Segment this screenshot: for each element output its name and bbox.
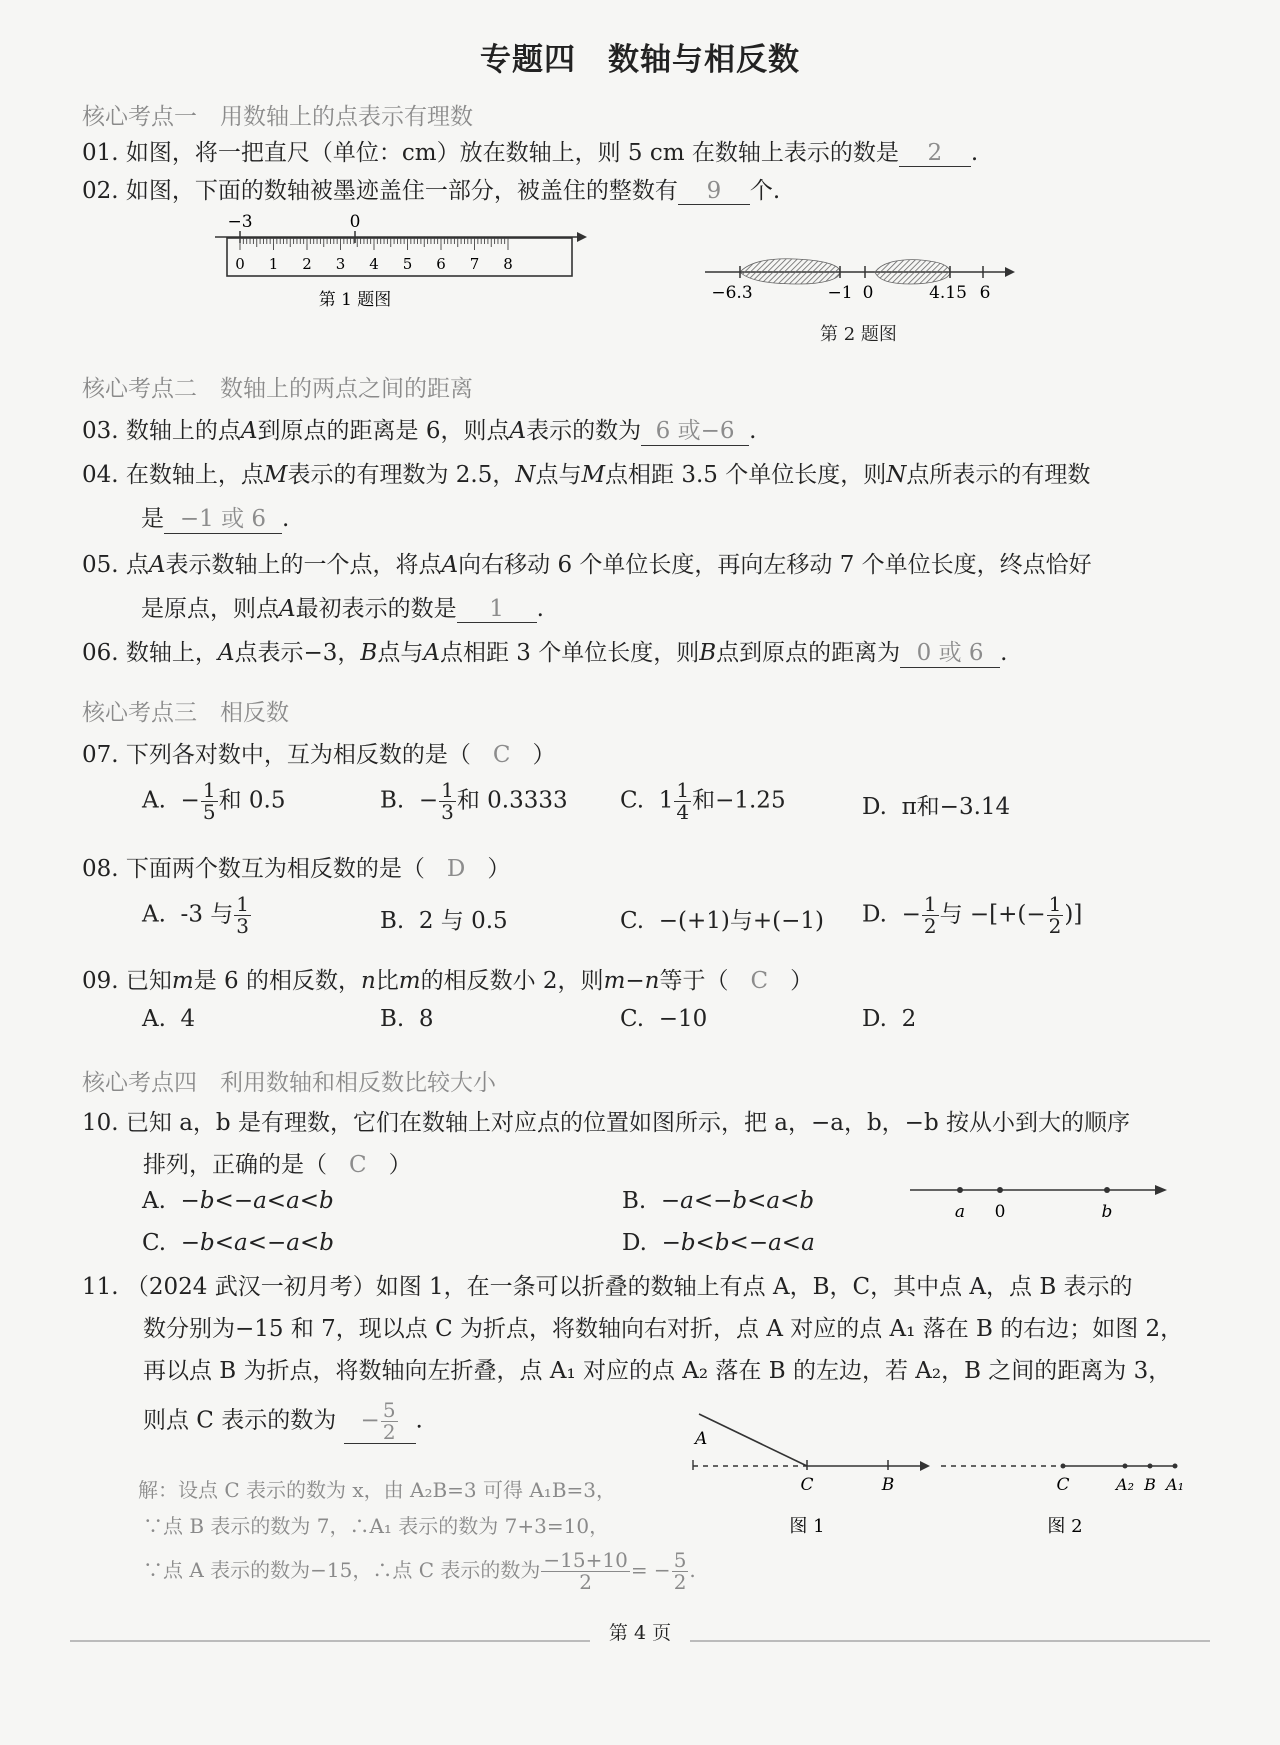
denominator: 3 [236,914,249,938]
question-text: 点 [125,552,149,578]
question-text: 点与 [377,640,424,666]
denominator: 4 [676,800,690,824]
option-text: −b<b<−a<a [661,1230,815,1256]
question-number: 03. [82,418,119,444]
numerator: 1 [202,778,216,802]
question-03 [82,412,756,446]
question-09 [82,962,813,995]
question-04-line2 [141,500,289,534]
question-08 [82,850,510,883]
option-a [142,894,252,937]
question-text: 排列，正确的是（ [143,1152,327,1178]
figure-caption: 图 1 [789,1516,825,1537]
option-c [620,1006,707,1032]
option-label: C. [620,908,645,934]
axis-label: 6 [979,283,991,303]
question-text: 比 [375,968,399,994]
option-label: A. [142,1188,166,1214]
question-number: 07. [82,742,119,768]
option-text: −(+1)与+(−1) [658,908,824,934]
figure-caption: 图 2 [1047,1516,1083,1537]
variable: A [148,552,166,578]
arrow-icon [920,1461,930,1471]
solution-line-2: ∵点 B 表示的数为 7，∴A₁ 表示的数为 7+3=10， [143,1514,610,1538]
question-04 [82,456,1090,489]
question-text: 点与 [535,462,582,488]
numerator: 1 [1048,892,1062,916]
answer-choice: C [349,1152,367,1178]
question-number: 01. [82,140,119,166]
question-text: （2024 武汉一初月考）如图 1，在一条可以折叠的数轴上有点 A，B，C，其中点 A，点 B 表示的 [125,1274,1133,1300]
variable: M [581,462,606,488]
axis-label: −6.3 [711,283,753,303]
question-text: 已知 [125,968,172,994]
folded-segment [699,1414,807,1466]
fraction [674,780,691,823]
option-text: 2 与 0.5 [418,908,508,934]
question-11-line2: 数分别为−15 和 7，现以点 C 为折点，将数轴向右对折，点 A 对应的点 A₁ 落在 B 的右边；如图 2， [143,1316,1184,1342]
denominator: 5 [202,800,216,824]
question-text: 下列各对数中，互为相反数的是（ [125,742,471,768]
option-text: 和 0.3333 [456,787,568,814]
punct: . [282,506,290,532]
option-text: )] [1064,901,1083,928]
question-05 [82,546,1092,579]
variable: N [886,462,907,488]
answer-choice: D [446,856,466,882]
answer-blank: −1 或 6 [164,500,282,534]
numerator: 5 [673,1548,687,1572]
fraction [439,780,456,823]
question-text: 表示数轴上的一个点，将点 [165,552,442,578]
arrow-icon [1155,1185,1167,1195]
numerator: 1 [676,778,690,802]
variable: m−n [603,968,660,994]
arrow-icon [577,232,587,242]
question-text: 点所表示的有理数 [906,462,1091,488]
answer-fraction [381,1400,398,1443]
question-text: 下面两个数互为相反数的是（ [125,856,425,882]
option-b [622,1188,814,1214]
option-label: D. [862,794,887,820]
label-a: a [954,1202,966,1222]
option-d [862,1006,916,1032]
question-text: 数轴上， [125,640,218,666]
denominator: 2 [382,1420,396,1444]
label-b: b [1101,1202,1113,1222]
question-02 [82,172,780,205]
punct: . [970,140,979,166]
figure-fold-2 [935,1408,1185,1538]
axis-label: 4.15 [929,283,967,303]
numerator: 5 [382,1398,396,1422]
question-11-line3: 再以点 B 为折点，将数轴向左折叠，点 A₁ 对应的点 A₂ 落在 B 的左边，若 A₂，B 之间的距离为 3， [143,1358,1172,1384]
punct: ） [388,1152,412,1178]
ruler-ticks [240,238,508,250]
arrow-icon [1005,267,1015,277]
question-text: 是 [141,506,164,532]
question-06 [82,634,1007,668]
question-11 [82,1268,1133,1301]
section-heading-4: 核心考点四 利用数轴和相反数比较大小 [82,1070,496,1096]
question-text: 数轴上的点 [125,418,241,444]
option-text: − [180,787,200,814]
question-text: 如图，下面的数轴被墨迹盖住一部分，被盖住的整数有 [125,178,678,204]
axis-label-0: 0 [349,212,361,232]
answer-sign: − [360,1407,380,1434]
section-heading-1: 核心考点一 用数轴上的点表示有理数 [82,104,473,130]
question-text: 表示的数为 [526,418,642,444]
option-a [142,780,285,823]
option-text: − [418,787,439,814]
question-text: 是原点，则点 [141,596,279,622]
variable: A [217,640,235,666]
option-text: 8 [418,1006,434,1032]
fraction [922,894,939,937]
question-number: 04. [82,462,119,488]
option-label: A. [142,787,166,814]
label-A1: A₁ [1166,1475,1184,1494]
option-c [620,780,786,823]
label-B: B [881,1475,895,1495]
ruler-label: 7 [469,255,480,273]
option-label: D. [622,1230,647,1256]
ruler-label: 3 [335,255,346,273]
question-text: 点到原点的距离为 [716,640,901,666]
question-text: 表示的有理数为 2.5， [287,462,516,488]
punct: . [536,596,544,622]
label-B: B [1144,1475,1156,1494]
ink-blot-right [875,260,950,284]
option-label: A. [142,901,166,928]
answer-blank: 9 [678,178,750,205]
ruler-label: 8 [503,255,513,273]
question-number: 02. [82,178,119,204]
page-number: 第 4 页 [608,1622,672,1644]
punct: . [415,1407,423,1434]
question-number: 09. [82,968,119,994]
question-10 [82,1104,1130,1137]
section-heading-3: 核心考点三 相反数 [82,700,289,726]
answer-blank: 1 [457,596,537,623]
ruler-label: 0 [235,255,245,273]
option-text: − [901,901,921,928]
question-text: 是 6 的相反数， [193,968,361,994]
point-a [957,1187,963,1193]
punct: ） [487,856,511,882]
label-0: 0 [994,1202,1006,1222]
numerator: −15+10 [543,1548,628,1572]
option-label: D. [862,1006,887,1032]
label-C: C [1056,1475,1070,1495]
option-c [620,902,824,935]
variable: N [515,462,536,488]
option-text: −b<a<−a<b [180,1230,334,1256]
question-number: 08. [82,856,119,882]
option-text: −b<−a<a<b [180,1188,334,1214]
figure-ab-number-line [905,1178,1175,1228]
option-text: -3 与 [180,901,234,928]
option-b [380,1006,433,1032]
option-b [380,780,568,823]
question-text: 已知 a，b 是有理数，它们在数轴上对应点的位置如图所示，把 a，−a，b，−b 按从小到大的顺序 [125,1110,1130,1136]
option-label: B. [380,908,405,934]
option-label: A. [142,1006,166,1032]
fraction [541,1550,629,1593]
ruler-label: 6 [436,255,446,273]
punct: ） [790,968,814,994]
option-a [142,1188,334,1214]
question-text: 最初表示的数是 [295,596,457,622]
denominator: 2 [1048,914,1062,938]
figure-ruler-number-line [215,205,595,310]
question-text: 点相距 3 个单位长度，则 [439,640,700,666]
option-text: π和−3.14 [901,794,1011,820]
solution-text: . [689,1558,696,1582]
question-text: 如图，将一把直尺（单位：cm）放在数轴上，则 5 cm 在数轴上表示的数是 [125,140,899,166]
punct: ） [532,742,556,768]
fraction [672,1550,689,1593]
option-label: C. [620,787,645,814]
option-label: B. [622,1188,647,1214]
ruler-label: 1 [268,255,279,273]
label-C: C [800,1475,814,1495]
variable: m [398,968,421,994]
option-label: C. [142,1230,167,1256]
ruler-labels [235,255,513,273]
question-number: 10. [82,1110,119,1136]
ink-blot-left [740,259,840,284]
ruler-body [227,238,572,276]
option-d [622,1230,815,1256]
question-number: 06. [82,640,119,666]
option-d [862,894,1082,937]
variable: B [360,640,378,666]
variable: B [699,640,717,666]
question-text: 点表示−3， [234,640,361,666]
question-text: 到原点的距离是 6，则点 [257,418,510,444]
question-10-line2 [143,1146,412,1179]
question-11-line4 [143,1400,423,1444]
figure-fold-1 [685,1408,935,1538]
option-text: 和−1.25 [692,787,786,814]
variable: A [441,552,459,578]
question-text: 向右移动 6 个单位长度，再向左移动 7 个单位长度，终点恰好 [458,552,1092,578]
option-c [142,1230,334,1256]
question-05-line2 [141,590,544,623]
option-text: 4 [180,1006,196,1032]
option-text: 和 0.5 [218,787,286,814]
numerator: 1 [441,778,454,802]
solution-line-1: 解：设点 C 表示的数为 x，由 A₂B=3 可得 A₁B=3， [138,1478,617,1502]
question-text: 在数轴上，点 [125,462,264,488]
answer-choice: C [750,968,769,994]
figure-ink-number-line [700,220,1030,310]
option-label: B. [380,787,405,814]
ruler-label: 2 [302,255,312,273]
option-text: 2 [901,1006,917,1032]
option-text: −10 [658,1006,708,1032]
point-b [1104,1187,1110,1193]
denominator: 3 [441,800,454,824]
variable: A [509,418,527,444]
option-d [862,788,1010,821]
axis-label-minus3: −3 [227,212,253,232]
option-b [380,902,508,935]
section-heading-2: 核心考点二 数轴上的两点之间的距离 [82,376,473,402]
denominator: 2 [923,914,937,938]
question-number: 11. [82,1274,119,1300]
numerator: 1 [923,892,937,916]
ruler-label: 4 [369,255,379,273]
answer-blank [344,1400,416,1444]
axis-label: 0 [862,283,874,303]
numerator: 1 [236,892,249,916]
label-A2: A₂ [1116,1475,1134,1494]
variable: A [279,596,296,622]
solution-line-3 [143,1550,696,1593]
punct: . [1000,640,1008,666]
variable: A [240,418,258,444]
variable: M [263,462,288,488]
variable: A [423,640,440,666]
solution-text: ∵点 A 表示的数为−15，∴点 C 表示的数为 [143,1558,541,1582]
ruler-label: 5 [402,255,413,273]
option-a [142,1006,195,1032]
solution-text: = − [630,1558,671,1582]
fraction [234,894,251,937]
answer-blank: 0 或 6 [900,634,1000,668]
question-01 [82,134,978,167]
question-number: 05. [82,552,119,578]
punct: . [749,418,757,444]
axis-label: −1 [827,283,853,303]
question-text: 等于（ [659,968,729,994]
fraction [1047,894,1064,937]
option-label: B. [380,1006,405,1032]
figure-caption: 第 2 题图 [820,324,897,345]
answer-blank: 2 [899,140,971,167]
answer-blank: 6 或−6 [641,412,749,446]
denominator: 2 [579,1570,592,1594]
fraction [201,780,218,823]
point-origin [997,1187,1003,1193]
option-text: 1 [658,787,674,814]
question-text: 点相距 3.5 个单位长度，则 [605,462,887,488]
option-text: 与 −[+(− [939,901,1046,928]
page-title: 专题四 数轴与相反数 [480,42,800,78]
punct: 个. [749,178,781,204]
denominator: 2 [673,1570,687,1594]
option-label: D. [862,901,887,928]
question-text: 的相反数小 2，则 [420,968,604,994]
option-text: −a<−b<a<b [660,1188,815,1214]
question-text: 则点 C 表示的数为 [143,1407,337,1434]
figure-caption: 第 1 题图 [318,290,392,310]
variable: m [171,968,194,994]
label-A: A [695,1429,708,1449]
answer-choice: C [492,742,511,768]
question-07 [82,736,556,769]
option-label: C. [620,1006,645,1032]
variable: n [360,968,376,994]
